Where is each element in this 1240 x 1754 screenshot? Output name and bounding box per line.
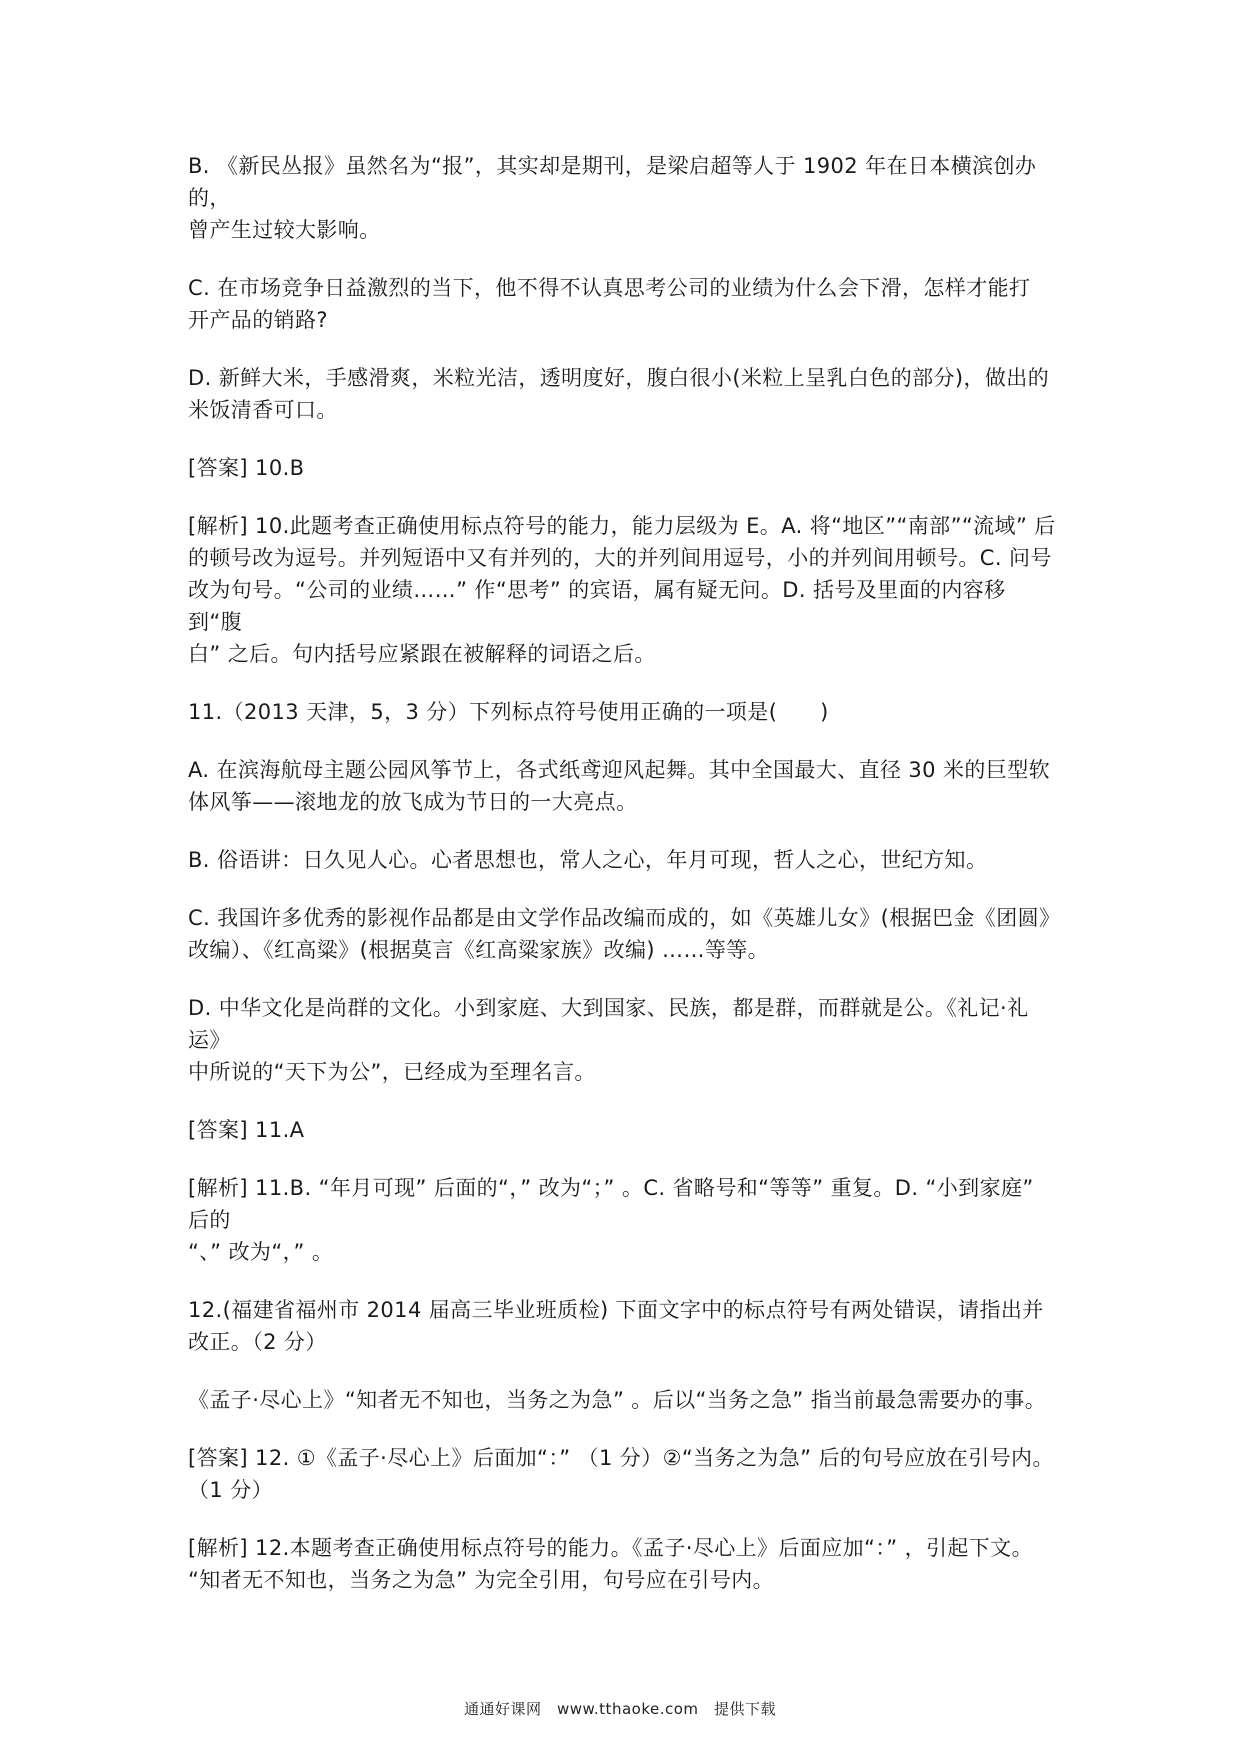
text-line: 改为句号。“公司的业绩……” 作“思考” 的宾语，属有疑无问。D. 括号及里面的内容移到“腹	[188, 578, 1006, 634]
text-line: D. 新鲜大米，手感滑爽，米粒光洁，透明度好，腹白很小(米粒上呈乳白色的部分)，做出的	[188, 366, 1050, 390]
paragraph	[188, 1532, 1058, 1596]
text-line: [解析] 12.本题考查正确使用标点符号的能力。《孟子·尽心上》后面应加“：” ，引起下文。	[188, 1536, 1033, 1560]
text-line: [解析] 10.此题考查正确使用标点符号的能力，能力层级为 E。A. 将“地区”“南部”“流域” 后	[188, 514, 1056, 538]
text-line: 《孟子·尽心上》“知者无不知也，当务之为急” 。后以“当务之急” 指当前最急需要办的事。	[188, 1388, 1047, 1412]
text-line: [解析] 11.B. “年月可现” 后面的“，” 改为“；” 。C. 省略号和“等等” 重复。D. “小到家庭” 后的	[188, 1176, 1041, 1232]
text-line: 曾产生过较大影响。	[188, 218, 381, 242]
paragraph	[188, 1114, 1058, 1146]
text-line: C. 在市场竞争日益激烈的当下，他不得不认真思考公司的业绩为什么会下滑，怎样才能打	[188, 276, 1031, 300]
text-line: B. 《新民丛报》虽然名为“报”，其实却是期刊，是梁启超等人于 1902 年在日本横滨创办的，	[188, 154, 1037, 210]
paragraph	[188, 844, 1058, 876]
text-line: B. 俗语讲：日久见人心。心者思想也，常人之心，年月可现，哲人之心，世纪方知。	[188, 848, 988, 872]
text-line: C. 我国许多优秀的影视作品都是由文学作品改编而成的，如《英雄儿女》(根据巴金《团圆》	[188, 906, 1061, 930]
paragraph	[188, 150, 1058, 246]
text-line: [答案] 11.A	[188, 1118, 305, 1142]
text-line: “、” 改为“，” 。	[188, 1240, 334, 1264]
text-line: 12.(福建省福州市 2014 届高三毕业班质检) 下面文字中的标点符号有两处错误，请指出并	[188, 1298, 1044, 1322]
paragraph	[188, 452, 1058, 484]
text-line: 改编）、《红高粱》(根据莫言《红高粱家族》改编) ……等等。	[188, 938, 770, 962]
text-line: 开产品的销路?	[188, 308, 328, 332]
paragraph	[188, 1294, 1058, 1358]
text-line: 的顿号改为逗号。并列短语中又有并列的，大的并列间用逗号，小的并列间用顿号。C. 问号	[188, 546, 1052, 570]
text-line: 改正。（2 分）	[188, 1330, 327, 1354]
text-line: 中所说的“天下为公”，已经成为至理名言。	[188, 1060, 596, 1084]
text-line: 白” 之后。句内括号应紧跟在被解释的词语之后。	[188, 642, 656, 666]
paragraph	[188, 272, 1058, 336]
paragraph	[188, 510, 1058, 670]
text-line: D. 中华文化是尚群的文化。小到家庭、大到国家、民族，都是群，而群就是公。《礼记·礼运》	[188, 996, 1029, 1052]
paragraph	[188, 1442, 1058, 1506]
paragraph	[188, 902, 1061, 966]
text-line: （1 分）	[188, 1478, 274, 1502]
text-line: 11.（2013 天津，5，3 分）下列标点符号使用正确的一项是( )	[188, 700, 829, 724]
paragraph	[188, 1384, 1058, 1416]
paragraph	[188, 992, 1058, 1088]
text-line: 米饭清香可口。	[188, 398, 338, 422]
text-line: [答案] 12. ①《孟子·尽心上》后面加“：” （1 分）②“当务之为急” 后的句号应放在引号内。	[188, 1446, 1054, 1470]
page-footer: 通通好课网 www.tthaoke.com 提供下载	[463, 1700, 777, 1718]
text-line: 体风筝——滚地龙的放飞成为节日的一大亮点。	[188, 790, 638, 814]
document-body	[188, 150, 1061, 1622]
paragraph	[188, 362, 1058, 426]
text-line: [答案] 10.B	[188, 456, 305, 480]
text-line: A. 在滨海航母主题公园风筝节上，各式纸鸢迎风起舞。其中全国最大、直径 30 米的巨型软	[188, 758, 1051, 782]
text-line: “知者无不知也，当务之为急” 为完全引用，句号应在引号内。	[188, 1568, 775, 1592]
paragraph	[188, 754, 1058, 818]
paragraph	[188, 1172, 1058, 1268]
paragraph	[188, 696, 1058, 728]
